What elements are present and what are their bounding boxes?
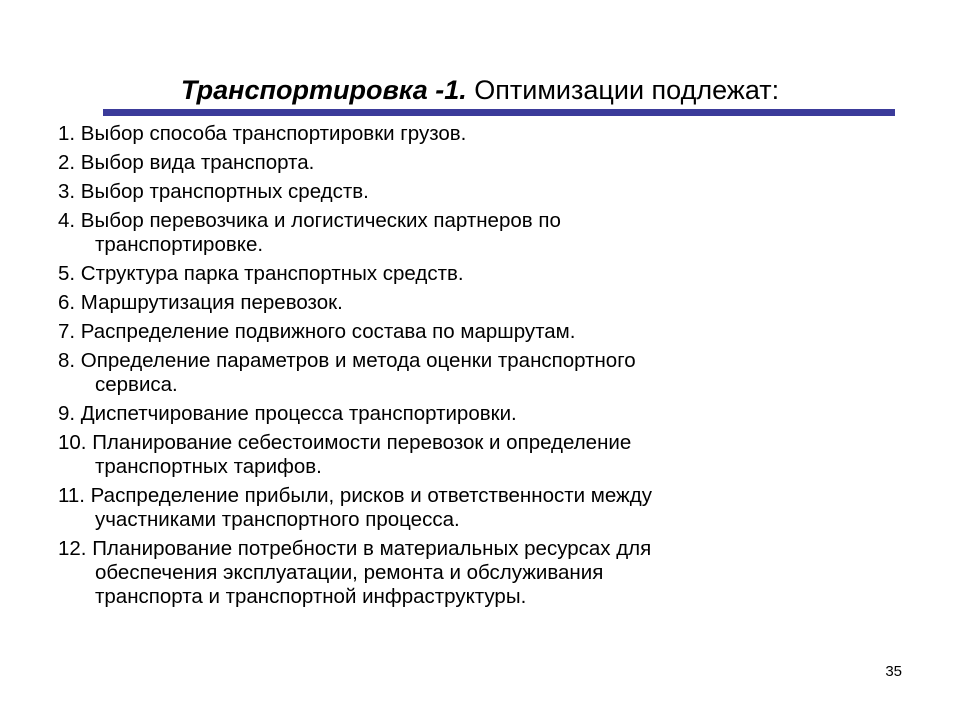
list-item-text: 7. Распределение подвижного состава по маршрутам.: [58, 320, 576, 343]
list-item: [58, 431, 858, 479]
list-item-text: 5. Структура парка транспортных средств.: [58, 262, 464, 285]
list-item: [58, 180, 858, 204]
optimization-list: [58, 122, 858, 614]
list-item: [58, 262, 858, 286]
list-item: [58, 291, 858, 315]
list-item: [58, 122, 858, 146]
list-item-text: 6. Маршрутизация перевозок.: [58, 291, 343, 314]
list-item: [58, 537, 858, 609]
list-item-text: 12. Планирование потребности в материальных ресурсах для: [58, 537, 652, 560]
list-item: [58, 484, 858, 532]
list-item-continuation: участниками транспортного процесса.: [95, 508, 460, 531]
list-item-text: 4. Выбор перевозчика и логистических партнеров по: [58, 209, 561, 232]
title-underline-bar: [103, 109, 895, 116]
list-item-text: 2. Выбор вида транспорта.: [58, 151, 315, 174]
slide-title: [0, 72, 960, 108]
list-item: [58, 349, 858, 397]
list-item-text: 9. Диспетчирование процесса транспортировки.: [58, 402, 517, 425]
list-item-text: 8. Определение параметров и метода оценки транспортного: [58, 349, 636, 372]
list-item: [58, 402, 858, 426]
list-item: [58, 151, 858, 175]
list-item-text: 1. Выбор способа транспортировки грузов.: [58, 122, 467, 145]
list-item-continuation: транспортных тарифов.: [95, 455, 322, 478]
title-regular-part: Оптимизации подлежат:: [466, 75, 780, 105]
list-item-text: 10. Планирование себестоимости перевозок и определение: [58, 431, 632, 454]
list-item: [58, 209, 858, 257]
list-item-continuation: обеспечения эксплуатации, ремонта и обслуживания: [95, 561, 604, 584]
list-item-continuation: транспортировке.: [95, 233, 264, 256]
list-item-text: 3. Выбор транспортных средств.: [58, 180, 369, 203]
title-bold-part: Транспортировка -1.: [180, 75, 467, 105]
list-item-text: 11. Распределение прибыли, рисков и ответственности между: [58, 484, 652, 507]
list-item-continuation: транспорта и транспортной инфраструктуры.: [95, 585, 527, 608]
page-number: 35: [885, 663, 902, 680]
list-item: [58, 320, 858, 344]
list-item-continuation: сервиса.: [95, 373, 178, 396]
